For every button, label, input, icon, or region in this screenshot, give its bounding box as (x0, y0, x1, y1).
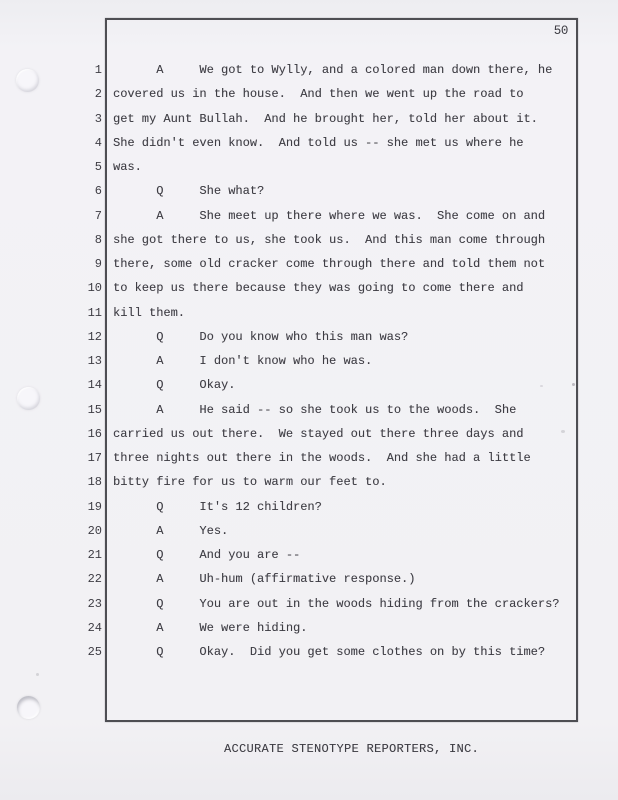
transcript-line (0, 616, 578, 640)
line-text: A He said -- so she took us to the woods. She (113, 402, 517, 417)
transcript-line (0, 422, 578, 446)
reporter-footer: ACCURATE STENOTYPE REPORTERS, INC. (223, 742, 480, 756)
line-number: 20 (87, 523, 102, 538)
line-text: Q Do you know who this man was? (113, 329, 409, 344)
transcript-line (0, 495, 578, 519)
hole-punch-bottom (17, 696, 40, 719)
transcript-line (0, 82, 578, 106)
line-number: 9 (94, 257, 102, 271)
scan-speck (572, 383, 575, 386)
line-number: 14 (87, 378, 102, 393)
page-number: 50 (553, 24, 568, 38)
line-text: was. (113, 160, 142, 174)
scan-speck (36, 673, 39, 676)
line-number: 5 (94, 160, 102, 174)
line-number: 4 (94, 135, 102, 150)
line-text: she got there to us, she took us. And this man come through (113, 232, 546, 247)
line-text: Q She what? (113, 184, 265, 199)
line-text: A Uh-hum (affirmative response.) (113, 572, 416, 587)
line-number: 11 (87, 305, 102, 320)
line-number: 2 (94, 87, 102, 102)
line-number: 10 (87, 281, 102, 296)
line-number: 24 (87, 620, 102, 635)
line-text: Q You are out in the woods hiding from the crackers? (113, 596, 560, 611)
transcript-line (0, 567, 578, 591)
transcript-line (0, 325, 578, 349)
line-number: 12 (87, 329, 102, 344)
line-number: 13 (87, 354, 102, 368)
line-number: 16 (87, 426, 102, 441)
line-text: carried us out there. We stayed out there three days and (113, 426, 524, 441)
line-number: 25 (87, 645, 102, 659)
line-number: 18 (87, 475, 102, 490)
line-text: A She meet up there where we was. She come on and (113, 208, 546, 223)
transcript-line (0, 107, 578, 131)
line-number: 3 (94, 111, 102, 126)
line-text: to keep us there because they was going to come there and (113, 281, 524, 296)
transcript-line (0, 349, 578, 373)
line-text: Q It's 12 children? (113, 499, 322, 514)
transcript-line (0, 58, 578, 82)
line-number: 17 (87, 451, 102, 465)
transcript-line (0, 179, 578, 203)
line-number: 8 (94, 232, 102, 247)
line-text: three nights out there in the woods. And she had a little (113, 451, 531, 465)
line-text: Q Okay. (113, 378, 236, 393)
line-text: there, some old cracker come through there and told them not (113, 257, 546, 271)
transcript-line (0, 301, 578, 325)
line-text: covered us in the house. And then we went up the road to (113, 87, 524, 102)
line-text: Q Okay. Did you get some clothes on by this time? (113, 645, 546, 659)
line-number: 6 (94, 184, 102, 199)
transcript-line (0, 470, 578, 494)
transcript-line (0, 252, 578, 276)
transcript-line (0, 373, 578, 397)
scan-speck (561, 430, 565, 433)
transcript-lines (0, 58, 578, 664)
transcript-line (0, 640, 578, 664)
transcript-line (0, 131, 578, 155)
line-text: Q And you are -- (113, 548, 301, 562)
line-number: 21 (87, 548, 102, 562)
transcript-line (0, 155, 578, 179)
transcript-line (0, 592, 578, 616)
line-text: A We were hiding. (113, 620, 308, 635)
transcript-line (0, 446, 578, 470)
line-text: kill them. (113, 305, 186, 320)
line-text: A I don't know who he was. (113, 354, 373, 368)
line-number: 1 (94, 63, 102, 77)
line-number: 15 (87, 402, 102, 417)
line-text: get my Aunt Bullah. And he brought her, told her about it. (113, 111, 538, 126)
line-number: 23 (87, 596, 102, 611)
transcript-line (0, 228, 578, 252)
line-text: bitty fire for us to warm our feet to. (113, 475, 387, 490)
line-number: 7 (94, 208, 102, 223)
transcript-line (0, 543, 578, 567)
scan-speck (540, 385, 543, 387)
line-number: 19 (87, 499, 102, 514)
transcript-line (0, 276, 578, 300)
transcript-line (0, 398, 578, 422)
line-text: She didn't even know. And told us -- she met us where he (113, 135, 524, 150)
line-text: A Yes. (113, 523, 229, 538)
line-text: A We got to Wylly, and a colored man down there, he (113, 63, 553, 77)
transcript-line (0, 519, 578, 543)
line-number: 22 (87, 572, 102, 587)
transcript-line (0, 204, 578, 228)
